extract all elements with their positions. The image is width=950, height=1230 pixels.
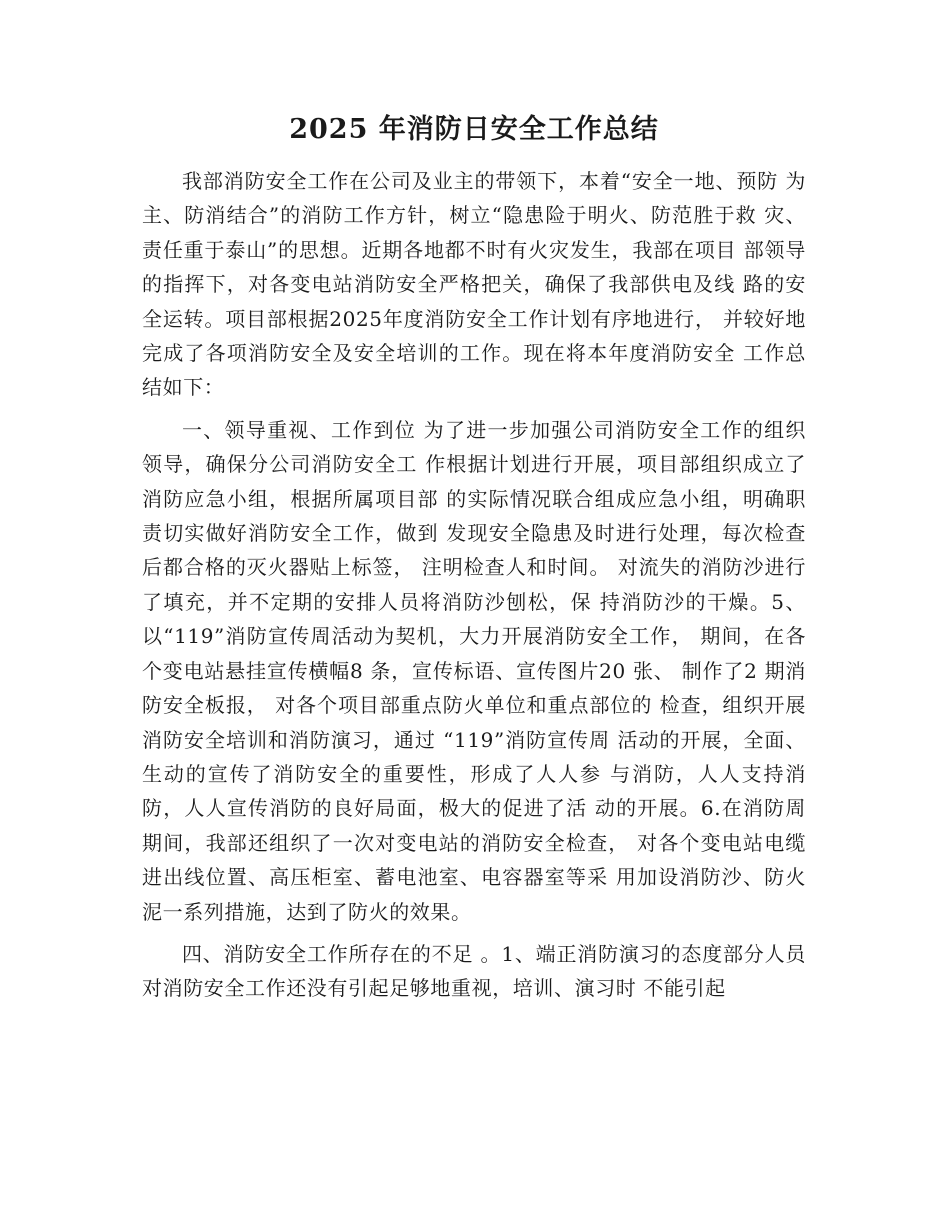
document-page <box>142 108 806 1014</box>
paragraph-section-one: 一、领导重视、工作到位 为了进一步加强公司消防安全工作的组织领导，确保分公司消防安全工 作根据计划进行开展，项目部组织成立了消防应急小组，根据所属项目部 的实际情况联合组成应急小组，明确职责切实做好消防安全工作，做到 发现安全隐患及时进行处理，每次检查后都合格的灭火器贴上标签， 注明检查人和时间。 对流失的消防沙进行了填充，并不定期的安排人员将消防沙刨松，保 持消防沙的干燥。5、以“119”消防宣传周活动为契机，大力开展消防安全工作， 期间，在各个变电站悬挂宣传横幅8 条，宣传标语、宣传图片20 张、 制作了2 期消防安全板报， 对各个项目部重点防火单位和重点部位的 检查，组织开展消防安全培训和消防演习，通过 “119”消防宣传周 活动的开展，全面、生动的宣传了消防安全的重要性，形成了人人参 与消防，人人支持消防，人人宣传消防的良好局面，极大的促进了活 动的开展。6.在消防周期间，我部还组织了一次对变电站的消防安全检查， 对各个变电站电缆进出线位置、高压柜室、蓄电池室、电容器室等采 用加设消防沙、防火泥一系列措施，达到了防火的效果。 <box>142 417 806 924</box>
document-title: 2025 年消防日安全工作总结 <box>289 114 659 145</box>
paragraph-section-four: 四、消防安全工作所存在的不足 。1、端正消防演习的态度部分人员对消防安全工作还没有引起足够地重视，培训、演习时 不能引起 <box>142 941 806 1001</box>
paragraph-intro: 我部消防安全工作在公司及业主的带领下，本着“安全一地、预防 为主、防消结合”的消防工作方针，树立“隐患险于明火、防范胜于救 灾、责任重于泰山”的思想。近期各地都不时有火灾发生，我部在项目 部领导的指挥下，对各变电站消防安全严格把关，确保了我部供电及线 路的安全运转。项目部根据2025年度消防安全工作计划有序地进行， 并较好地完成了各项消防安全及安全培训的工作。现在将本年度消防安全 工作总结如下： <box>142 169 806 400</box>
